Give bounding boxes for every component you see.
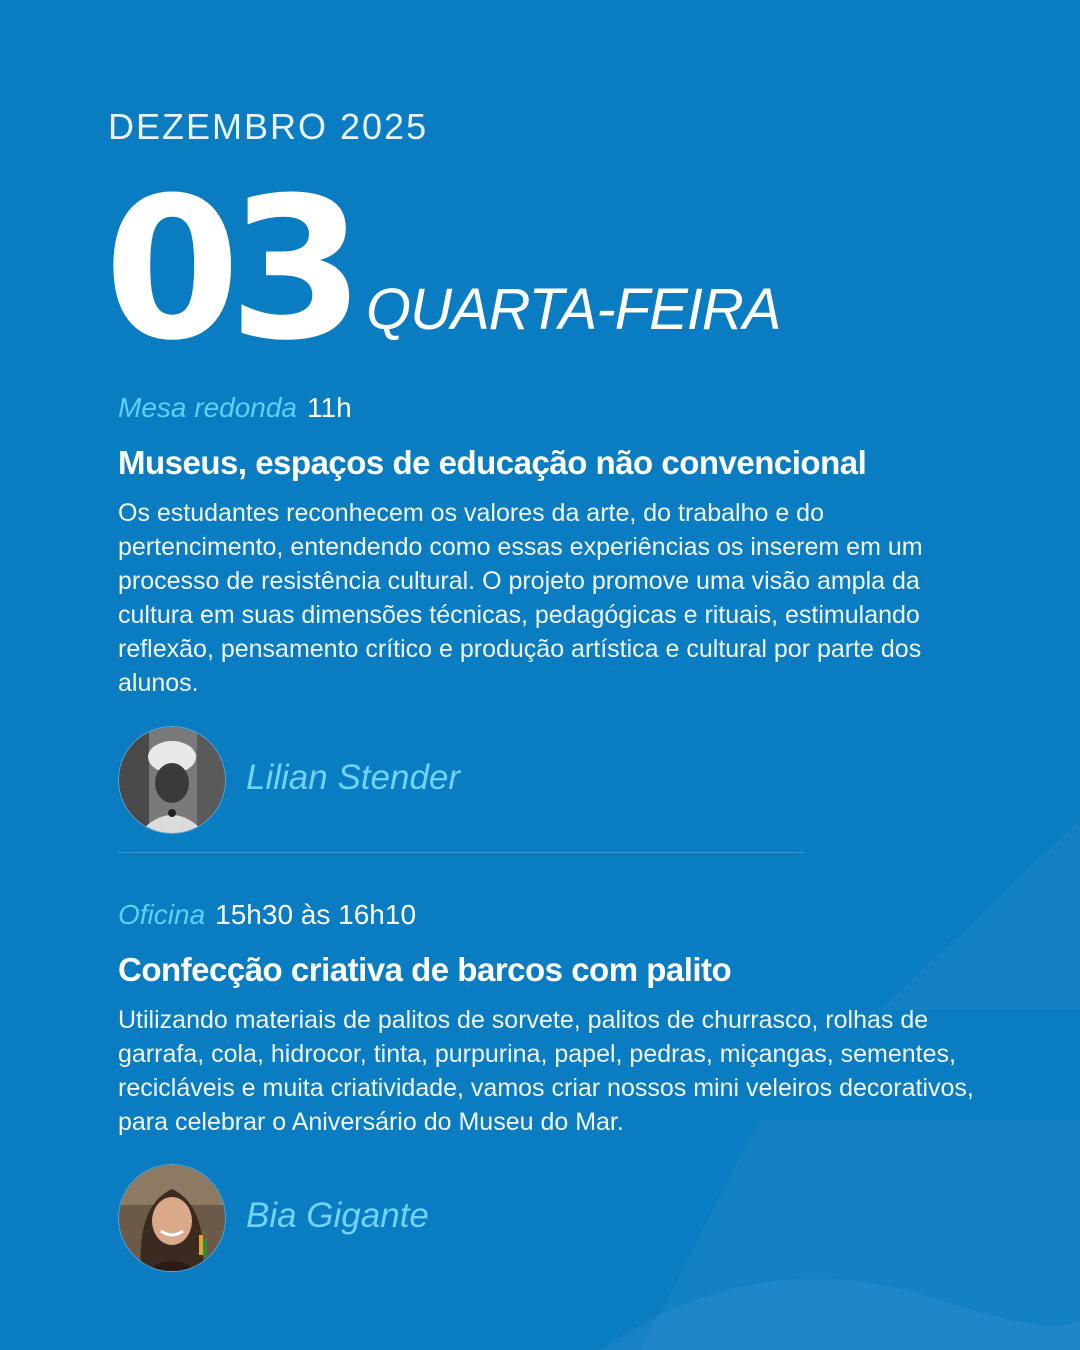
event-type: Mesa redonda	[118, 392, 298, 423]
person-photo-icon	[118, 1164, 226, 1272]
speaker-name: Bia Gigante	[246, 1196, 429, 1235]
person-photo-icon	[118, 726, 226, 834]
event-title: Museus, espaços de educação não convencional	[118, 444, 867, 481]
month-year: DEZEMBRO 2025	[108, 106, 429, 147]
day-number: 03	[104, 156, 353, 384]
event-card	[118, 897, 998, 1139]
event-description: Os estudantes reconhecem os valores da arte, do trabalho e do pertencimento, entendendo como essas experiências os inserem em um processo de resistência cultural. O projeto promove uma visão ampla da cultura em suas dimensões técnicas, pedagógicas e rituais, estimulando reflexão, pensamento crítico e produção artística e cultural por parte dos alunos.	[118, 499, 923, 697]
event-description: Utilizando materiais de palitos de sorvete, palitos de churrasco, rolhas de garrafa, cola, hidrocor, tinta, purpurina, papel, pedras, miçangas, sementes, recicláveis e muita criatividade, vamos criar nossos mini veleiros decorativos, para celebrar o Aniversário do Museu do Mar.	[118, 1006, 974, 1136]
event-card	[118, 390, 998, 700]
speaker-name: Lilian Stender	[246, 758, 461, 797]
weekday: QUARTA-FEIRA	[366, 277, 781, 342]
event-time: 15h30 às 16h10	[215, 899, 417, 930]
event-type: Oficina	[118, 899, 206, 930]
event-title: Confecção criativa de barcos com palito	[118, 951, 732, 988]
event-meta	[118, 897, 998, 933]
event-meta	[118, 390, 998, 426]
event-time: 11h	[307, 392, 352, 423]
section-divider	[118, 852, 804, 853]
